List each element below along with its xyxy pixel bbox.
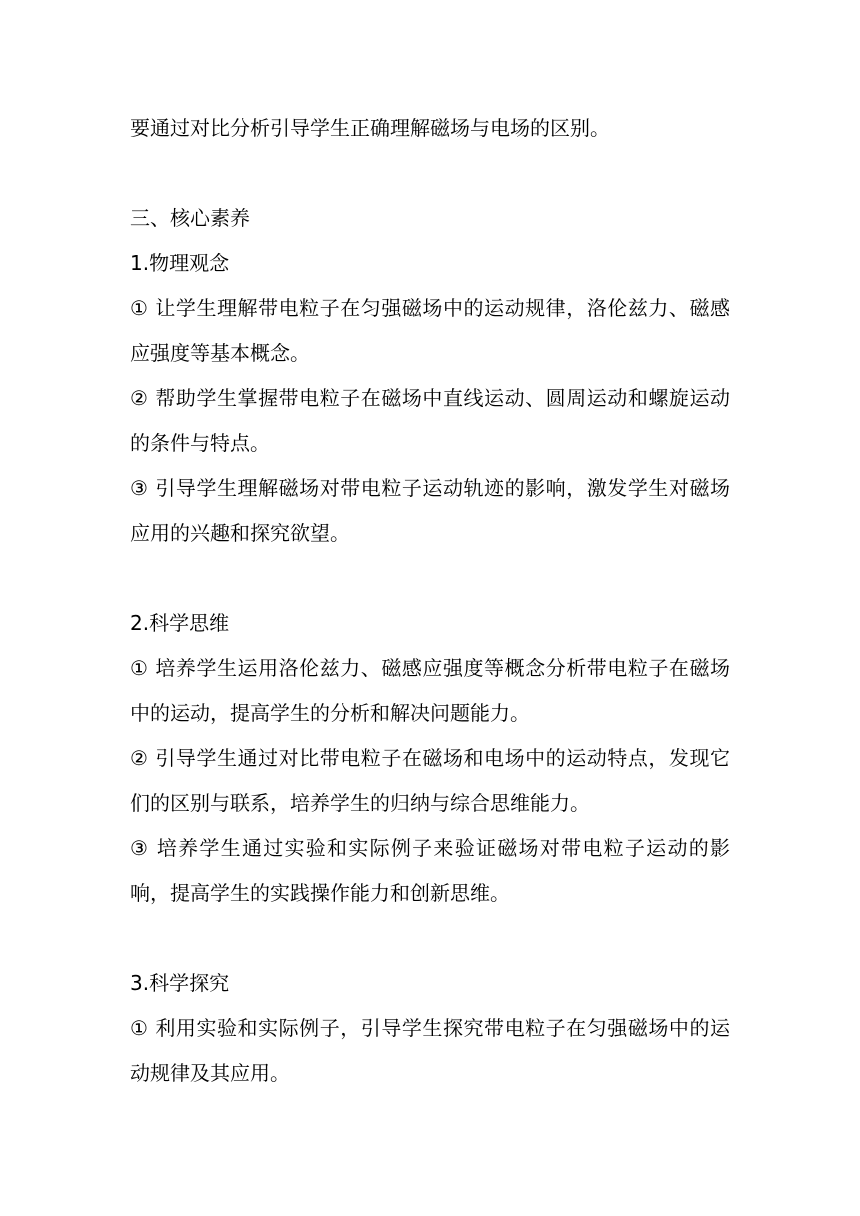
paragraph-line: 要通过对比分析引导学生正确理解磁场与电场的区别。 bbox=[130, 116, 610, 140]
subsection-heading: 3.科学探究 bbox=[130, 971, 230, 995]
paragraph-line: 动规律及其应用。 bbox=[130, 1061, 290, 1085]
paragraph-line: 的条件与特点。 bbox=[130, 431, 270, 455]
paragraph-line: ① 让学生理解带电粒子在匀强磁场中的运动规律，洛伦兹力、磁感 bbox=[130, 296, 730, 320]
subsection-heading: 2.科学思维 bbox=[130, 611, 230, 635]
paragraph-line: ① 利用实验和实际例子，引导学生探究带电粒子在匀强磁场中的运 bbox=[130, 1016, 730, 1040]
paragraph-line: 响，提高学生的实践操作能力和创新思维。 bbox=[130, 881, 510, 905]
paragraph-line: 中的运动，提高学生的分析和解决问题能力。 bbox=[130, 701, 530, 725]
paragraph-line: 应强度等基本概念。 bbox=[130, 341, 310, 365]
section-heading: 三、核心素养 bbox=[130, 206, 250, 230]
subsection-heading: 1.物理观念 bbox=[130, 251, 230, 275]
paragraph-line: ② 引导学生通过对比带电粒子在磁场和电场中的运动特点，发现它 bbox=[130, 746, 730, 770]
paragraph-line: ② 帮助学生掌握带电粒子在磁场中直线运动、圆周运动和螺旋运动 bbox=[130, 386, 730, 410]
paragraph-line: ③ 培养学生通过实验和实际例子来验证磁场对带电粒子运动的影 bbox=[130, 836, 730, 860]
paragraph-line: ① 培养学生运用洛伦兹力、磁感应强度等概念分析带电粒子在磁场 bbox=[130, 656, 730, 680]
paragraph-line: 应用的兴趣和探究欲望。 bbox=[130, 521, 350, 545]
paragraph-line: 们的区别与联系，培养学生的归纳与综合思维能力。 bbox=[130, 791, 590, 815]
paragraph-line: ③ 引导学生理解磁场对带电粒子运动轨迹的影响，激发学生对磁场 bbox=[130, 476, 730, 500]
